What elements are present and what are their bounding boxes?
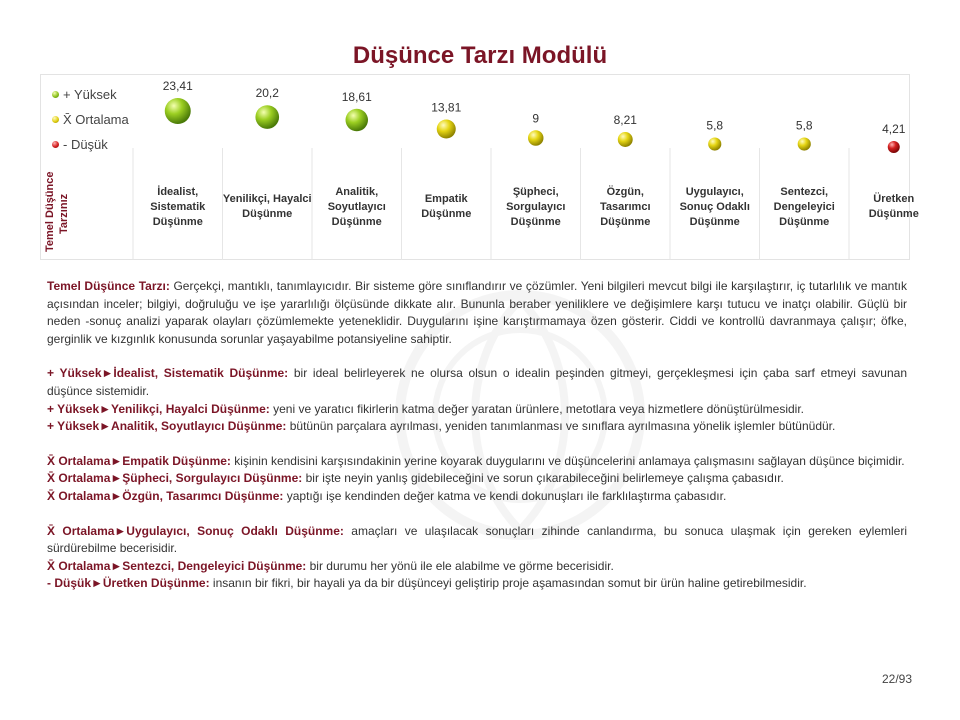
detail-label: X̄ Ortalama►Uygulayıcı, Sonuç Odaklı Düşünme: — [47, 523, 344, 538]
category-label-line: Sonuç Odaklı — [679, 200, 750, 213]
detail-text: bir ideal belirleyerek ne olursa olsun o idealin peşinden gitmeyi, gerçekleşmesi için çaba sarf etmeyi savunan düşünce sistemidir. — [47, 366, 907, 398]
legend-dot-low — [52, 141, 59, 148]
legend-dot-high — [52, 91, 59, 98]
category-label-line: Uygulayıcı, — [685, 185, 744, 198]
category-label — [760, 172, 850, 242]
detail-item — [47, 418, 907, 436]
detail-item — [47, 365, 907, 400]
category-label-line: Analitik, — [335, 185, 379, 198]
detail-item — [47, 575, 907, 593]
category-label — [402, 172, 492, 242]
detail-item — [47, 453, 907, 471]
category-label-line: Düşünme — [331, 215, 382, 228]
data-bubble — [437, 120, 456, 139]
page-number: 22/93 — [881, 672, 912, 686]
data-label: 13,81 — [431, 100, 462, 115]
detail-text: yaptığı işe kendinden değer katma ve kendi dokunuşları ile farklılaştırma çabasıdır. — [283, 488, 727, 503]
detail-item — [47, 488, 907, 506]
data-bubble — [888, 141, 900, 153]
detail-text: yeni ve yaratıcı fikirlerin katma değer yaratan ürünlere, metotlara veya hizmetlere dönüştürülmesidir. — [269, 401, 805, 416]
category-label-line: Sorgulayıcı — [506, 200, 566, 213]
data-label: 5,8 — [795, 118, 813, 133]
data-bubble — [528, 130, 543, 145]
category-label-line: Yenilikçi, Hayalci — [222, 193, 312, 205]
data-bubble — [165, 98, 191, 124]
category-label — [223, 172, 313, 242]
detail-text: kişinin kendisini karşısındakinin yerine koyarak duygularını ve düşüncelerini anlamaya çalışmasını sağlayan düşünce biçimidir. — [230, 453, 905, 468]
category-label-line: Düşünme — [421, 208, 472, 220]
data-label: 20,2 — [255, 86, 279, 101]
legend-label-high: + Yüksek — [63, 87, 117, 102]
legend-dot-average — [52, 116, 59, 123]
detail-item — [47, 523, 907, 558]
data-bubble — [346, 109, 369, 132]
data-label: 9 — [532, 111, 540, 126]
data-label: 4,21 — [882, 122, 906, 136]
legend-item-average — [52, 107, 129, 132]
data-bubble — [708, 137, 721, 150]
legend-label-average: X̄ Ortalama — [63, 112, 129, 127]
category-label-line: Şüpheci, — [512, 185, 559, 198]
detail-text: bir işte neyin yanlış gidebileceğini ve sorun çıkarabileceğini belirlemeye çalışma çabasıdır. — [302, 471, 784, 486]
category-label-line: Sentezci, — [780, 185, 829, 198]
category-label-line: Düşünme — [510, 215, 561, 228]
category-label-line: Düşünme — [152, 215, 203, 228]
page-title: Düşünce Tarzı Modülü — [352, 42, 608, 69]
detail-text: bütünün parçalara ayrılması, yeniden tanımlanması ve sınıflara ayrılmasına yönelik işlemler bütünüdür. — [286, 419, 836, 434]
category-label-line: Dengeleyici — [773, 200, 835, 213]
category-label-line: Sistematik — [150, 200, 206, 213]
detail-item — [47, 470, 907, 488]
main-description-text: Gerçekçi, mantıklı, tanımlayıcıdır. Bir sisteme göre sınıflandırır ve çözümler. Yeni bilgileri mevcut bilgi ile karşılaştırır, iç tutarlılık ve mantık açısından inceler; bilgiyi, doğruluğu ve işe yararlılığı ölçüsünde dikkate alır. Bununla beraber yeniliklere ve değişimlere karşı tutucu ve inatçı olabilir. Güçlü bir neden -sonuç analizi yaparak olayları çözümlemekte yeteneklidir. Duygularını işine karıştırmamaya özen gösterir. Ciddi ve kontrollü davranmaya çalışır; öfke, gerginlik ve kızgınlık konusunda sorunlar yaşayabilme potansiyeline sahiptir. — [47, 279, 908, 346]
detail-label: + Yüksek►İdealist, Sistematik Düşünme: — [47, 366, 289, 381]
legend-label-low: - Düşük — [63, 137, 108, 152]
main-description-label: Temel Düşünce Tarzı: — [47, 279, 170, 293]
description-section — [47, 278, 907, 593]
legend-item-low — [52, 132, 129, 157]
detail-label: X̄ Ortalama►Şüpheci, Sorgulayıcı Düşünme: — [47, 471, 303, 486]
detail-label: + Yüksek►Yenilikçi, Hayalci Düşünme: — [47, 401, 270, 416]
category-label — [849, 172, 939, 242]
detail-label: X̄ Ortalama►Empatik Düşünme: — [47, 453, 231, 468]
detail-item — [47, 401, 907, 419]
category-label-line: Düşünme — [242, 208, 293, 220]
data-bubble — [255, 105, 279, 129]
data-label: 8,21 — [613, 113, 637, 128]
row-label-line1: Temel Düşünce — [44, 171, 56, 252]
data-label: 5,8 — [706, 118, 724, 133]
category-label-line: Empatik — [424, 193, 468, 205]
detail-item — [47, 558, 907, 576]
row-label-line2: Tarzınız — [58, 193, 70, 234]
detail-text: amaçları ve ulaşılacak sonuçları zihinde canlandırma, bu sonuca ulaşmak için gereken eylemleri sürdürebilme becerisidir. — [47, 523, 907, 556]
row-label — [44, 162, 84, 254]
detail-text: insanın bir fikri, bir hayali ya da bir düşünceyi geliştirip proje aşamasından somut bir ürün haline getirebilmesidir. — [209, 576, 807, 591]
detail-label: - Düşük►Üretken Düşünme: — [47, 576, 210, 591]
category-label-line: Düşünme — [600, 215, 651, 228]
category-label — [133, 172, 223, 242]
category-label-line: Özgün, Tasarımcı — [599, 185, 651, 213]
data-bubble — [798, 137, 811, 150]
category-label-line: İdealist, — [157, 185, 199, 198]
main-description — [47, 278, 907, 348]
category-label — [670, 172, 760, 242]
data-label: 23,41 — [162, 79, 193, 93]
data-label: 18,61 — [341, 89, 372, 104]
category-label-line: Soyutlayıcı — [327, 200, 386, 213]
detail-text: bir durumu her yönü ile ele alabilme ve görme becerisidir. — [306, 558, 614, 573]
chart-legend — [52, 82, 129, 157]
category-label-line: Üretken — [873, 193, 915, 205]
data-bubble — [618, 132, 633, 147]
category-label — [581, 172, 671, 242]
category-label-line: Düşünme — [868, 208, 919, 220]
legend-item-high — [52, 82, 129, 107]
category-label — [312, 172, 402, 242]
detail-label: + Yüksek►Analitik, Soyutlayıcı Düşünme: — [47, 419, 287, 434]
detail-label: X̄ Ortalama►Sentezci, Dengeleyici Düşünme: — [47, 558, 307, 573]
category-label — [491, 172, 581, 242]
category-label-line: Düşünme — [779, 215, 830, 228]
category-label-line: Düşünme — [689, 215, 740, 228]
detail-label: X̄ Ortalama►Özgün, Tasarımcı Düşünme: — [47, 488, 284, 503]
